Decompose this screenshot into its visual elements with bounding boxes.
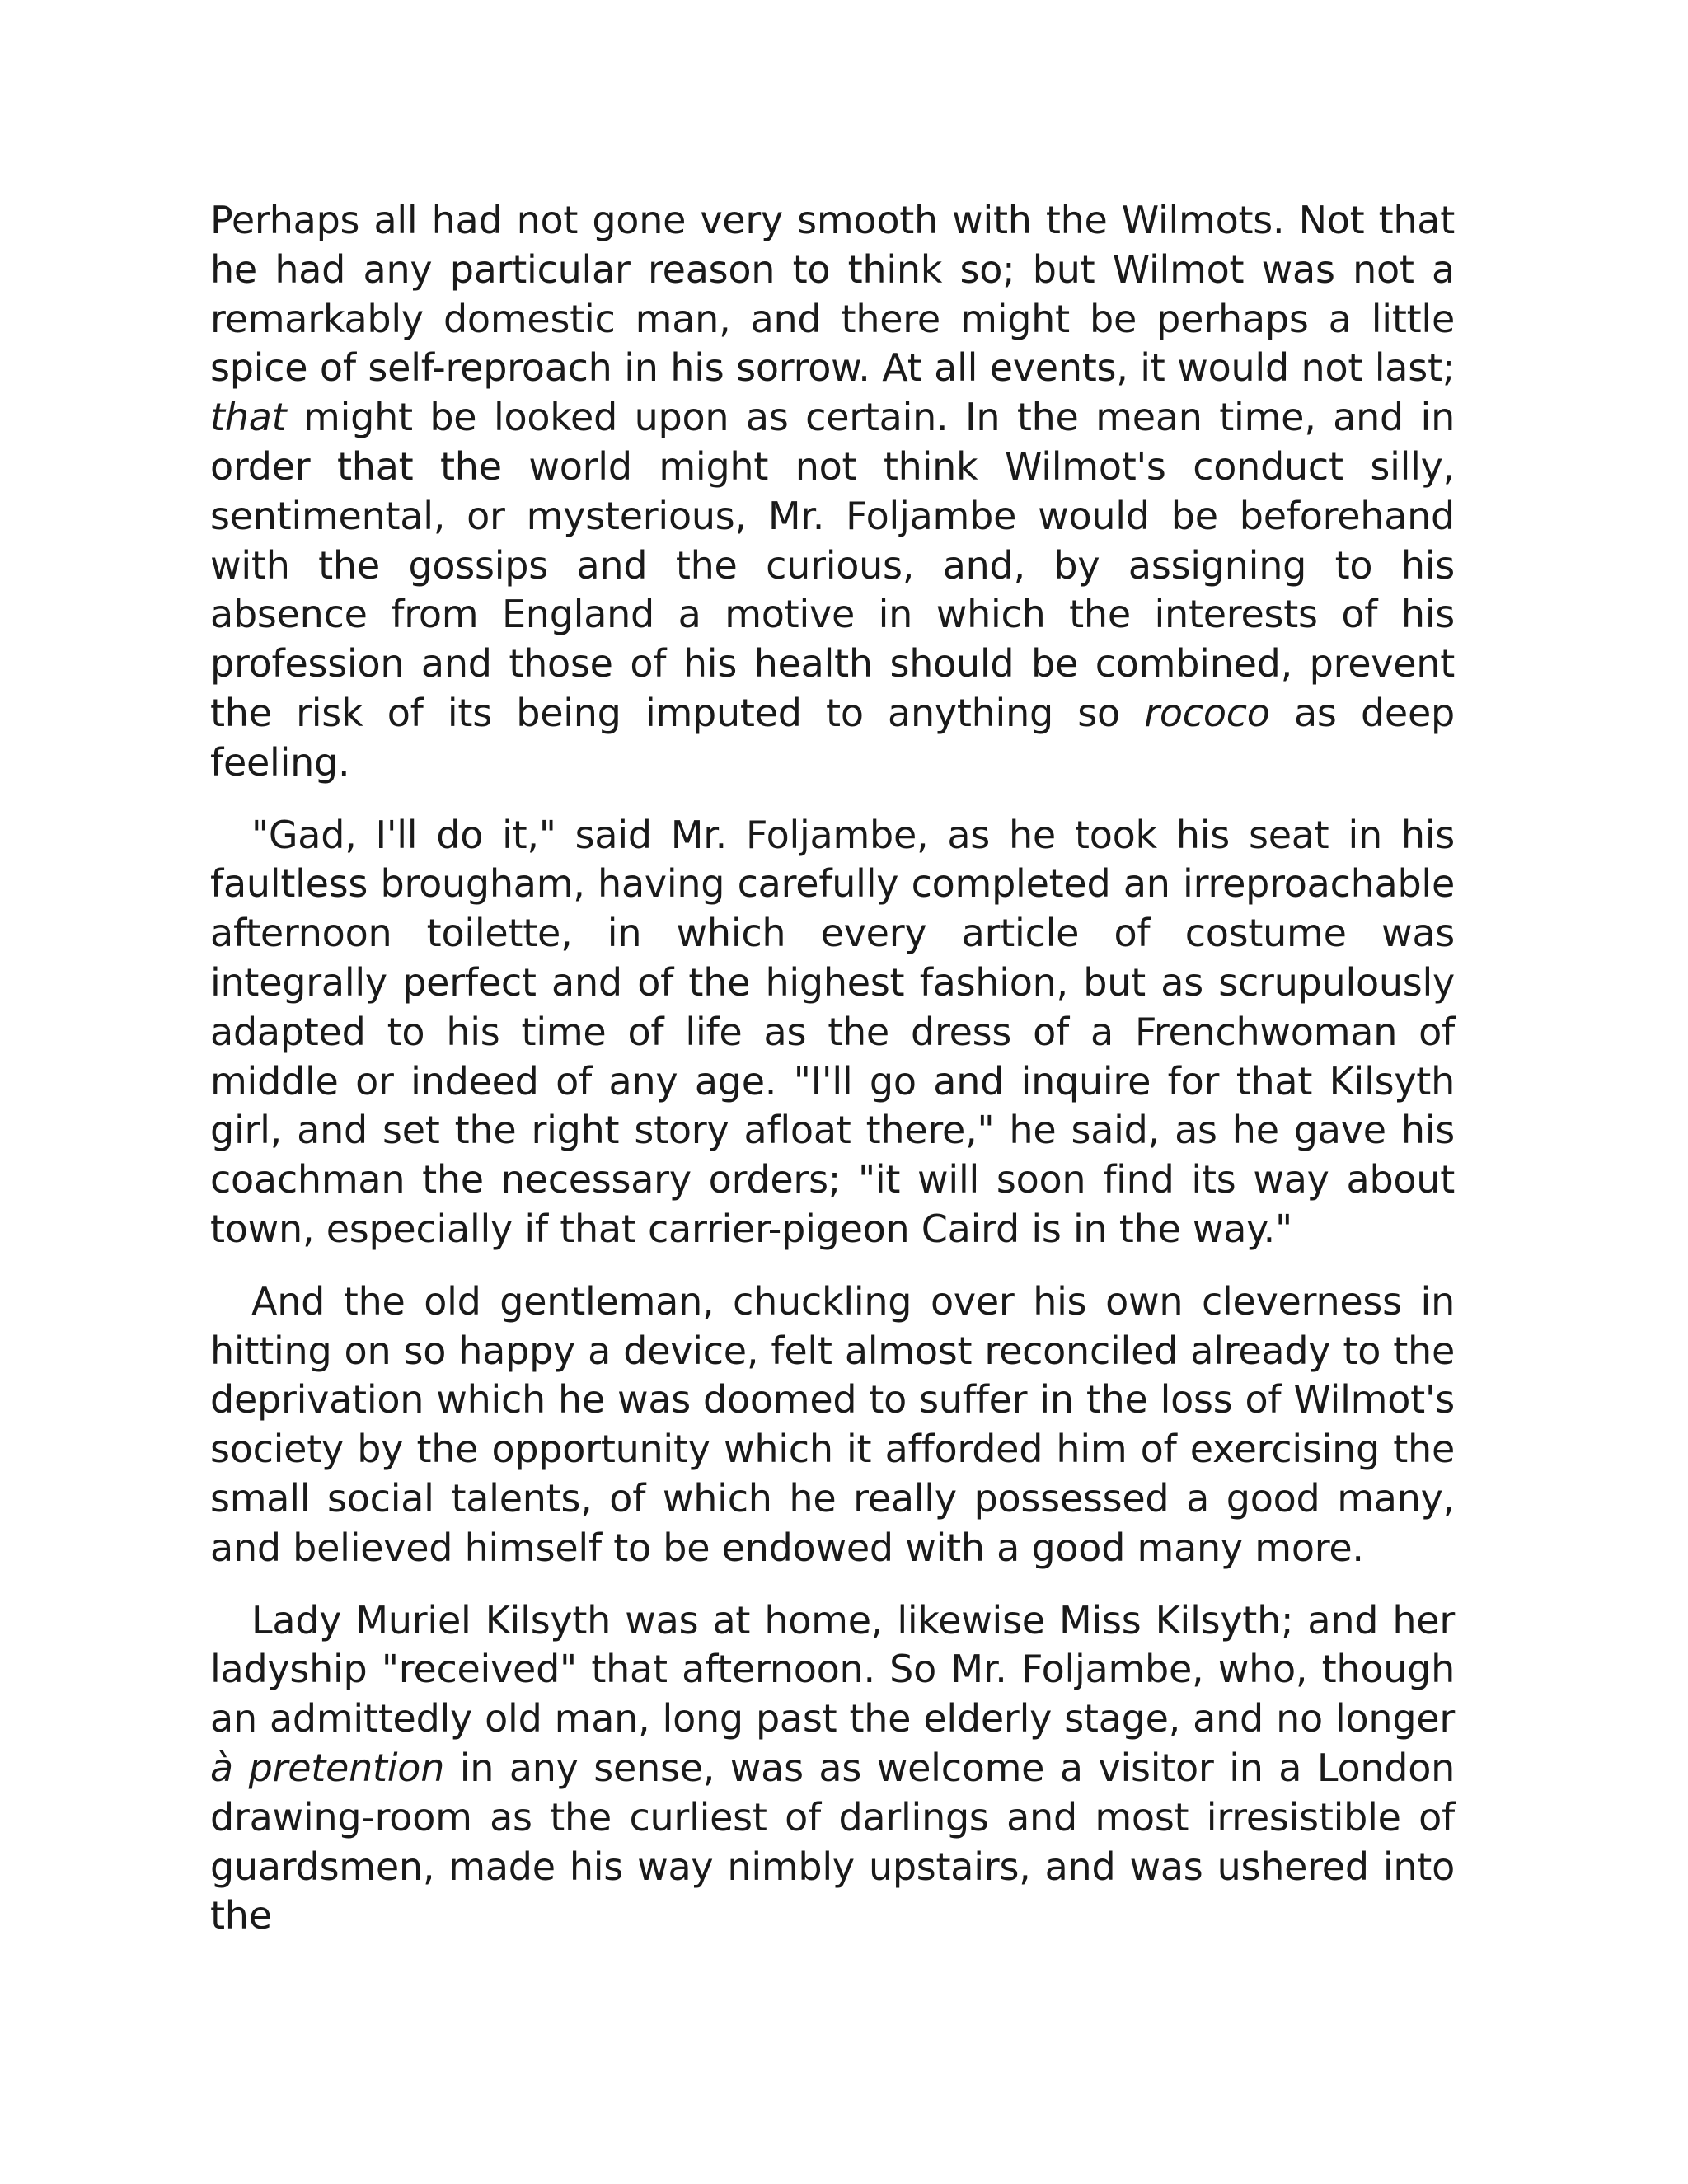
paragraph-3 (210, 1277, 1455, 1573)
paragraph-text: "Gad, I'll do it," said Mr. Foljambe, as he took his seat in his faultless brougham, having carefully completed an irreproachable afternoon toilette, in which every article of costume was integrally perfect and of the highest fashion, but as scrupulously adapted to his time of life as the dress of a Frenchwoman of middle or indeed of any age. "I'll go and inquire for that Kilsyth girl, and set the right story afloat there," he said, as he gave his coachman the necessary orders; "it will soon find its way about town, especially if that carrier-pigeon Caird is in the way." (210, 812, 1455, 1251)
paragraph-text: Lady Muriel Kilsyth was at home, likewise Miss Kilsyth; and her ladyship "received" that afternoon. So Mr. Foljambe, who, though an admittedly old man, long past the elderly stage, and no longer (210, 1597, 1455, 1741)
paragraph-text: as deep feeling. (210, 690, 1455, 785)
paragraph-1 (210, 196, 1455, 788)
paragraph-text: And the old gentleman, chuckling over his own cleverness in hitting on so happy a device, felt almost reconciled already to the deprivation which he was doomed to suffer in the loss of Wilmot's society by the opportunity which it afforded him of exercising the small social talents, of which he really possessed a good many, and believed himself to be endowed with a good many more. (210, 1278, 1455, 1570)
italic-text: rococo (1144, 690, 1270, 735)
paragraph-2 (210, 811, 1455, 1254)
paragraph-text: in any sense, was as welcome a visitor in a London drawing-room as the curliest of darlings and most irresistible of guardsmen, made his way nimbly upstairs, and was ushered into the (210, 1745, 1455, 1938)
paragraph-text: might be looked upon as certain. In the mean time, and in order that the world might not think Wilmot's conduct silly, sentimental, or mysterious, Mr. Foljambe would be beforehand with the gossips and the curious, and, by assigning to his absence from England a motive in which the interests of his profession and those of his health should be combined, prevent the risk of its being imputed to anything so (210, 395, 1455, 735)
paragraph-4 (210, 1596, 1455, 1942)
italic-text: à pretention (210, 1745, 445, 1790)
italic-text: that (210, 395, 287, 440)
page-body (210, 196, 1455, 1941)
paragraph-text: Perhaps all had not gone very smooth with the Wilmots. Not that he had any particular reason to think so; but Wilmot was not a remarkably domestic man, and there might be perhaps a little spice of self-reproach in his sorrow. At all events, it would not last; (210, 198, 1455, 391)
